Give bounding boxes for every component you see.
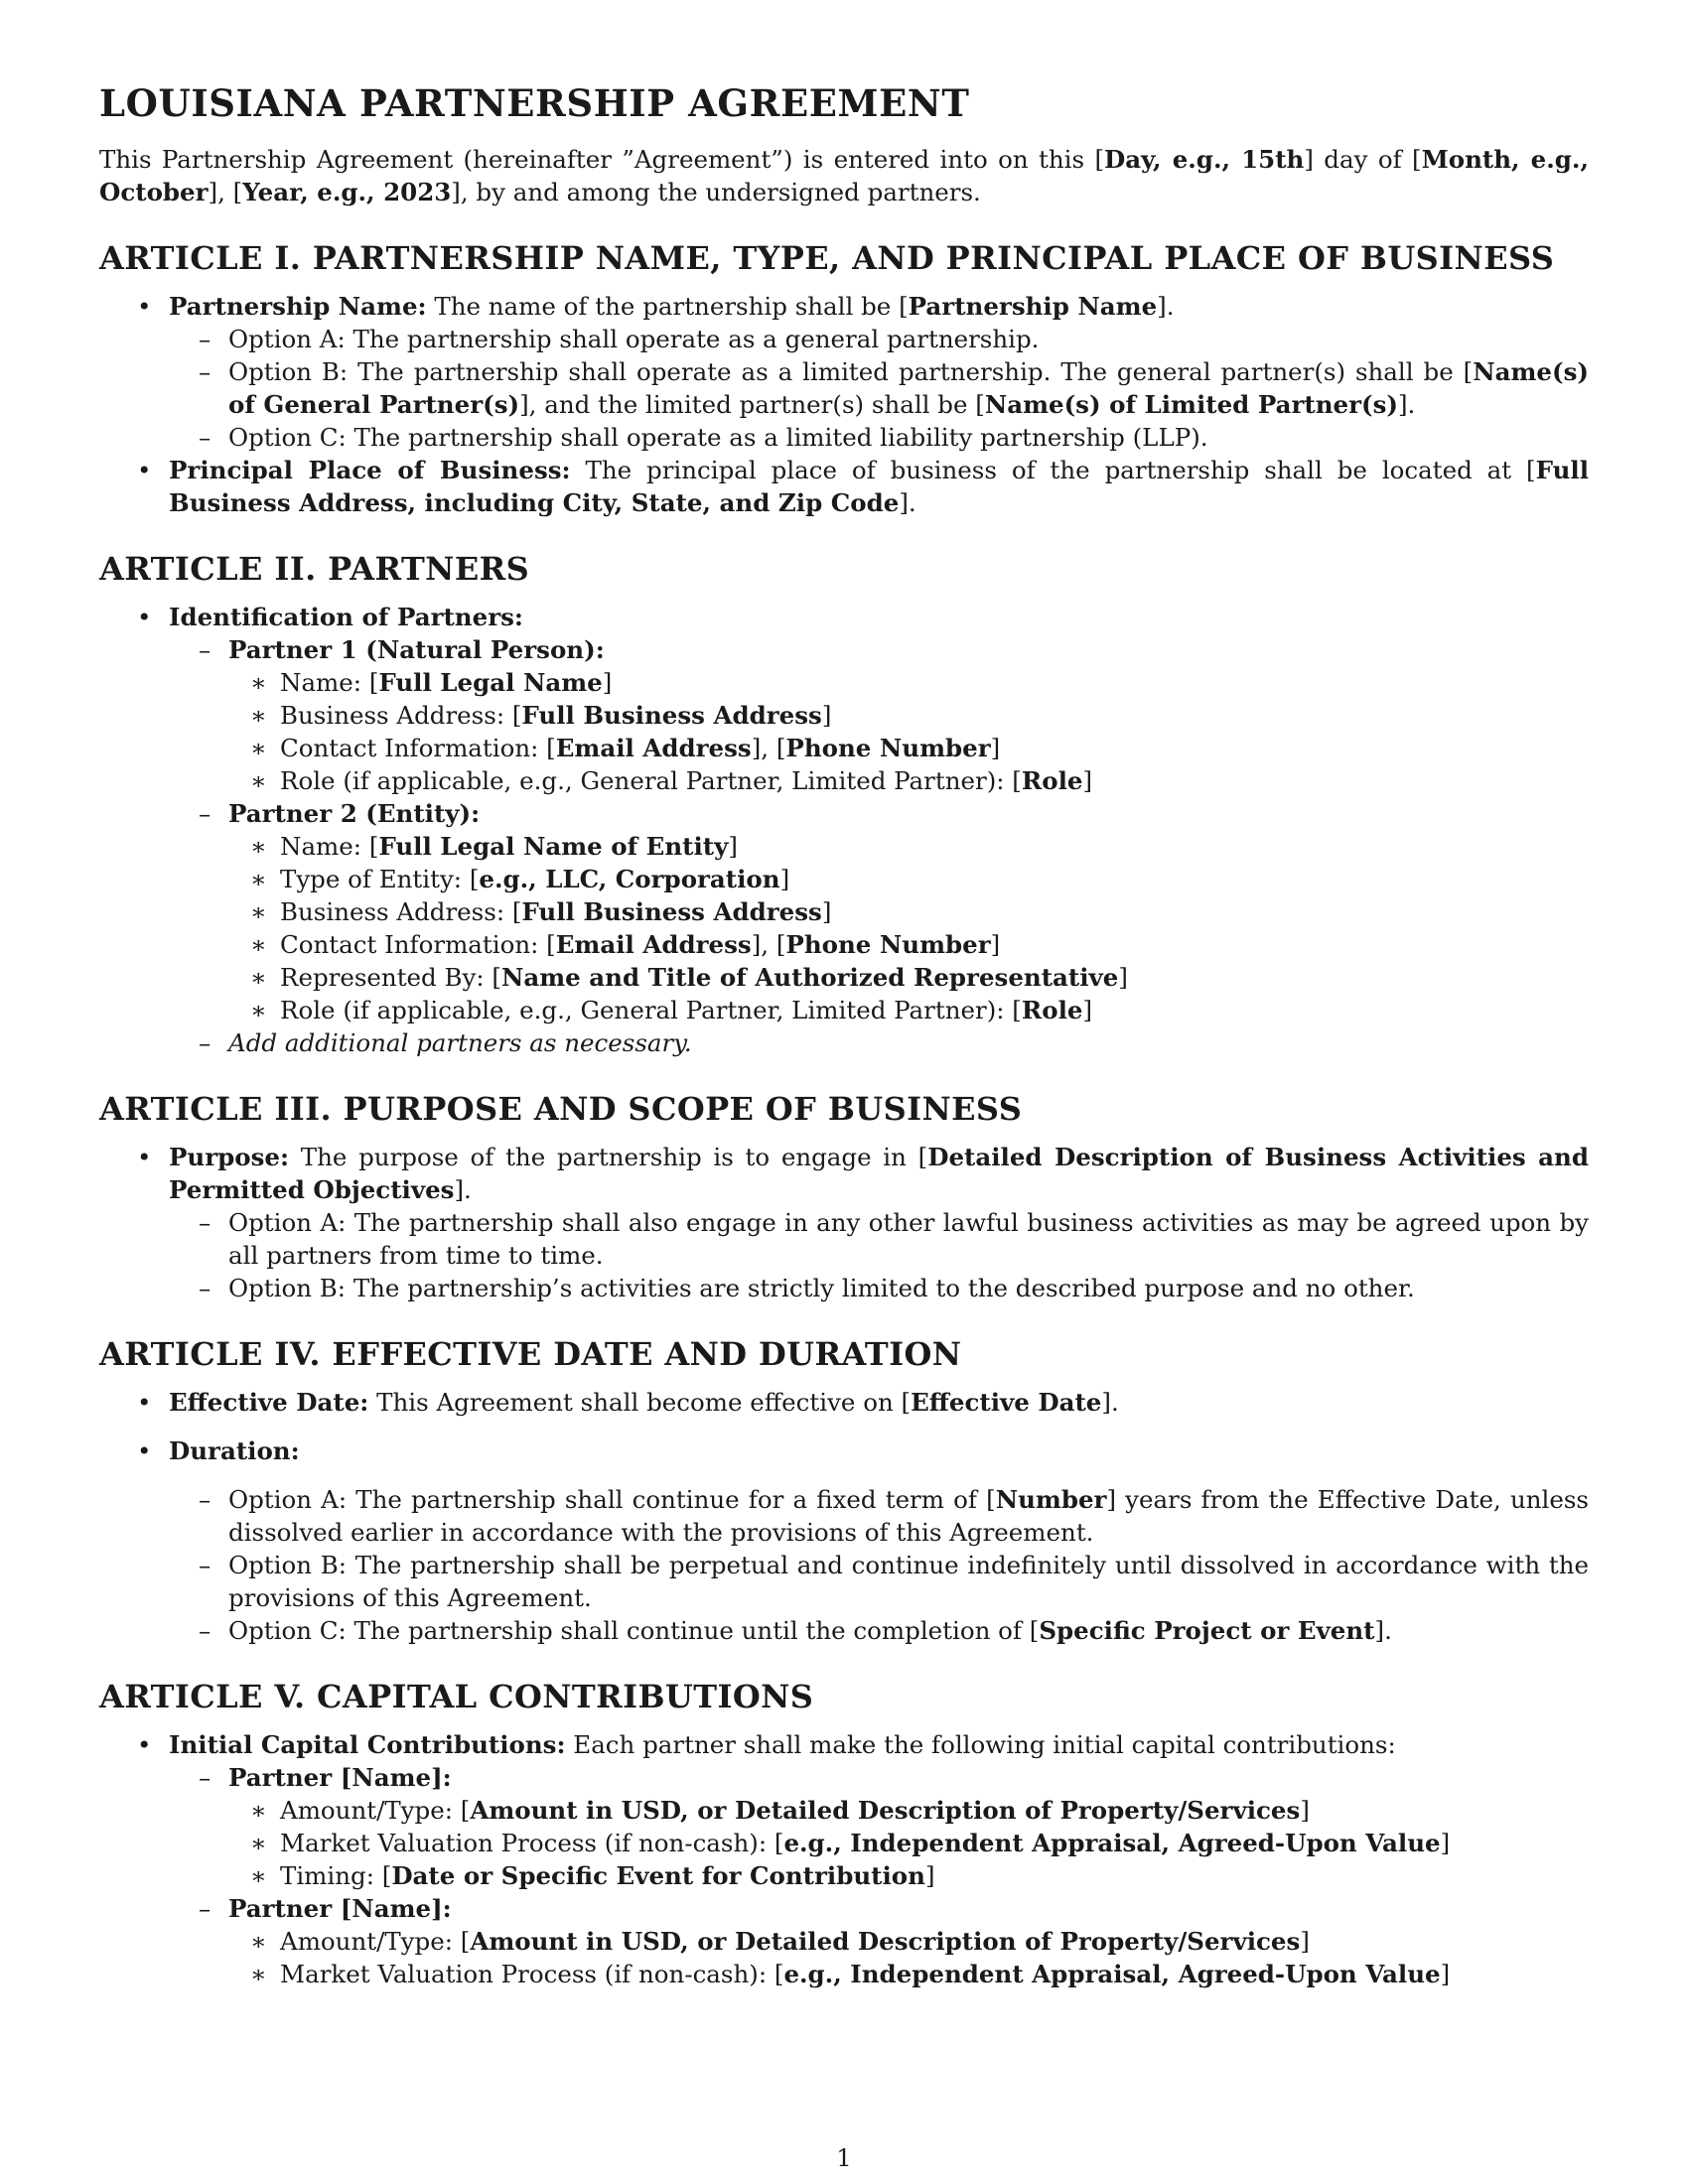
purpose-option-a: – Option A: The partnership shall also engage in any other lawful business activities as may be agreed upon by all partners from time to time. bbox=[99, 1206, 1589, 1272]
document-title: LOUISIANA PARTNERSHIP AGREEMENT bbox=[99, 81, 970, 125]
purpose-item: • Purpose: The purpose of the partnership is to engage in [Detailed Description of Business Activities and Permitted Objectives]. bbox=[99, 1141, 1589, 1206]
duration-item: • Duration: bbox=[99, 1434, 1589, 1467]
article-3-list bbox=[99, 1141, 1589, 1304]
article-1-list bbox=[99, 290, 1589, 519]
article-5-list bbox=[99, 1728, 1589, 1990]
partner-1-heading: – Partner 1 (Natural Person): bbox=[99, 633, 1589, 666]
document-body bbox=[99, 81, 1589, 1990]
type-option-a: – Option A: The partnership shall operate as a general partnership. bbox=[99, 323, 1589, 355]
partner-1-amount: ∗ Amount/Type: [Amount in USD, or Detailed Description of Property/Services] bbox=[99, 1794, 1589, 1827]
partner-2-address: ∗ Business Address: [Full Business Address] bbox=[99, 895, 1589, 928]
duration-option-a: – Option A: The partnership shall continue for a fixed term of [Number] years from the Effective Date, unless dissolved earlier in accordance with the provisions of this Agreement. bbox=[99, 1483, 1589, 1549]
day-placeholder: Day, e.g., 15th bbox=[1104, 145, 1305, 174]
article-4-heading: ARTICLE IV. EFFECTIVE DATE AND DURATION bbox=[99, 1335, 962, 1373]
purpose-option-b: – Option B: The partnership’s activities are strictly limited to the described purpose and no other. bbox=[99, 1272, 1589, 1304]
contribution-partner-1: – Partner [Name]: bbox=[99, 1761, 1589, 1794]
partner-2-type: ∗ Type of Entity: [e.g., LLC, Corporation] bbox=[99, 863, 1589, 895]
partner-2-name: ∗ Name: [Full Legal Name of Entity] bbox=[99, 830, 1589, 863]
partner-1-address: ∗ Business Address: [Full Business Address] bbox=[99, 699, 1589, 732]
partner-1-contact: ∗ Contact Information: [Email Address], [Phone Number] bbox=[99, 732, 1589, 764]
partner-2-heading: – Partner 2 (Entity): bbox=[99, 797, 1589, 830]
type-option-b: – Option B: The partnership shall operate as a limited partnership. The general partner(s) shall be [Name(s) of General Partner(s)], and the limited partner(s) shall be [Name(s) of Limited Partner(s)]. bbox=[99, 355, 1589, 421]
partner-2-role: ∗ Role (if applicable, e.g., General Partner, Limited Partner): [Role] bbox=[99, 994, 1589, 1026]
partner-2-contact: ∗ Contact Information: [Email Address], [Phone Number] bbox=[99, 928, 1589, 961]
partner-1-timing: ∗ Timing: [Date or Specific Event for Contribution] bbox=[99, 1859, 1589, 1892]
type-option-c: – Option C: The partnership shall operate as a limited liability partnership (LLP). bbox=[99, 421, 1589, 454]
article-1-heading: ARTICLE I. PARTNERSHIP NAME, TYPE, AND PRINCIPAL PLACE OF BUSINESS bbox=[99, 239, 1555, 277]
additional-partners-note: – Add additional partners as necessary. bbox=[99, 1026, 1589, 1059]
page-number: 1 bbox=[836, 2144, 852, 2172]
identification-item: • Identification of Partners: bbox=[99, 601, 1589, 633]
duration-option-b: – Option B: The partnership shall be perpetual and continue indefinitely until dissolved in accordance with the provisions of this Agreement. bbox=[99, 1549, 1589, 1614]
principal-place-item: • Principal Place of Business: The principal place of business of the partnership shall be located at [Full Business Address, including City, State, and Zip Code]. bbox=[99, 454, 1589, 519]
initial-contributions-item: • Initial Capital Contributions: Each partner shall make the following initial capital contributions: bbox=[99, 1728, 1589, 1761]
partner-2-valuation: ∗ Market Valuation Process (if non-cash): [e.g., Independent Appraisal, Agreed-Upon Value] bbox=[99, 1958, 1589, 1990]
article-2-heading: ARTICLE II. PARTNERS bbox=[99, 550, 530, 588]
partner-1-valuation: ∗ Market Valuation Process (if non-cash): [e.g., Independent Appraisal, Agreed-Upon Value] bbox=[99, 1827, 1589, 1859]
partner-1-name: ∗ Name: [Full Legal Name] bbox=[99, 666, 1589, 699]
article-5-heading: ARTICLE V. CAPITAL CONTRIBUTIONS bbox=[99, 1678, 814, 1715]
article-4-list bbox=[99, 1386, 1589, 1647]
article-3-heading: ARTICLE III. PURPOSE AND SCOPE OF BUSINESS bbox=[99, 1090, 1023, 1128]
contribution-partner-2: – Partner [Name]: bbox=[99, 1892, 1589, 1925]
partner-2-represented-by: ∗ Represented By: [Name and Title of Authorized Representative] bbox=[99, 961, 1589, 994]
partner-1-role: ∗ Role (if applicable, e.g., General Partner, Limited Partner): [Role] bbox=[99, 764, 1589, 797]
duration-option-c: – Option C: The partnership shall continue until the completion of [Specific Project or Event]. bbox=[99, 1614, 1589, 1647]
article-2-list bbox=[99, 601, 1589, 1059]
intro-paragraph: This Partnership Agreement (hereinafter ”Agreement”) is entered into on this [Day, e.g., 15th] day of [Month, e.g., October], [Year, e.g., 2023], by and among the undersigned partners. bbox=[99, 145, 1589, 206]
year-placeholder: Year, e.g., 2023 bbox=[242, 178, 452, 206]
month-placeholder: Month, e.g., October bbox=[99, 145, 1589, 206]
effective-date-item: • Effective Date: This Agreement shall become effective on [Effective Date]. bbox=[99, 1386, 1589, 1419]
partnership-name-item: • Partnership Name: The name of the partnership shall be [Partnership Name]. bbox=[99, 290, 1589, 323]
partner-2-amount: ∗ Amount/Type: [Amount in USD, or Detailed Description of Property/Services] bbox=[99, 1925, 1589, 1958]
